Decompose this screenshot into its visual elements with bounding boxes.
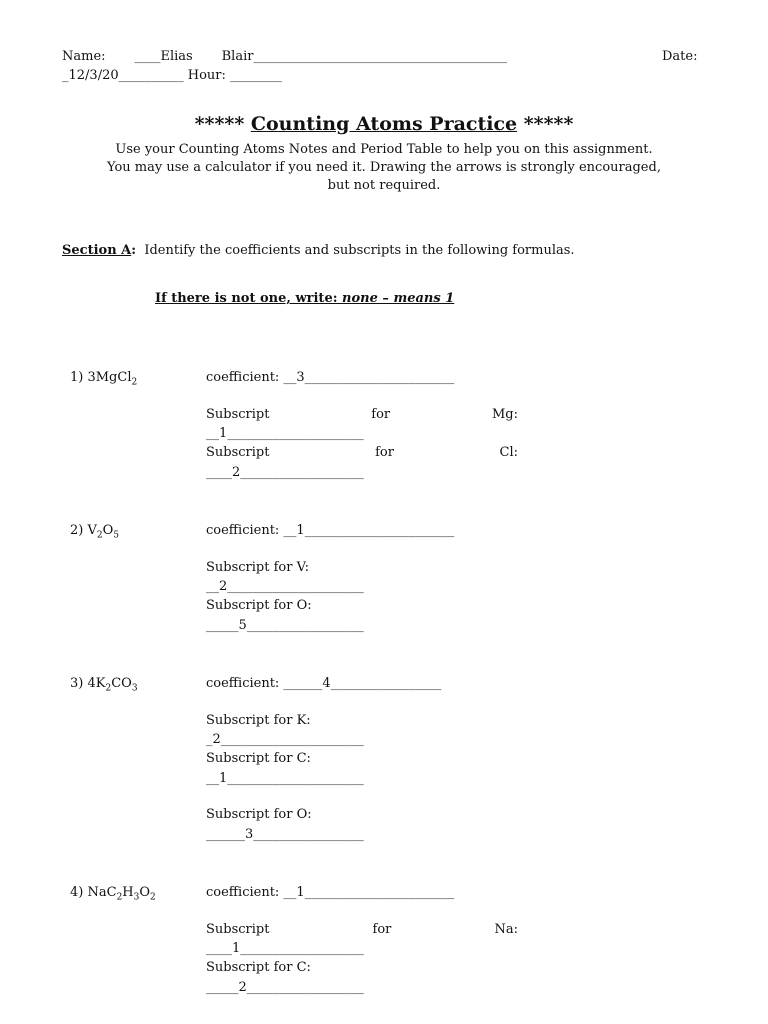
problem-2-sub2: 5 [113, 530, 120, 541]
word-for: for [371, 407, 391, 422]
intro-line-1: Use your Counting Atoms Notes and Period Table to help you on this assignment. [115, 142, 653, 157]
problem-4-sub1: 2 [116, 892, 123, 903]
section-a-heading [62, 242, 575, 260]
problem-4-formula [70, 884, 156, 907]
problem-4-mid: H [122, 885, 134, 900]
intro-line-3: but not required. [327, 178, 441, 193]
instruction-line [155, 290, 454, 308]
date-label: Date: [662, 49, 698, 64]
problem-4-number: 4) NaC [70, 885, 117, 900]
problem-3-subscript-k-label: Subscript for K: [206, 713, 311, 728]
word-element: Mg: [491, 407, 518, 422]
section-a-label: Section A [62, 243, 132, 258]
problem-2-coefficient: coefficient: __1_______________________ [206, 523, 455, 538]
problem-3-sub1: 2 [105, 683, 112, 694]
problem-2-sub1: 2 [96, 530, 103, 541]
problem-4-end: O [139, 885, 151, 900]
problem-1-formula [70, 369, 137, 392]
problem-3-sub2: 3 [131, 683, 138, 694]
problem-1-number: 1) 3MgCl [70, 370, 132, 385]
problem-2-subscript-v-label: Subscript for V: [206, 560, 310, 575]
section-a-colon: : [131, 243, 137, 258]
instruction-prefix: If there is not one, write: [155, 291, 343, 306]
word-subscript: Subscript [206, 445, 270, 460]
problem-1-sub1: 2 [131, 377, 138, 388]
problem-4-subscript-na-label [206, 921, 518, 939]
problem-1-subscript-cl-answer: ____2___________________ [206, 465, 364, 480]
word-subscript: Subscript [206, 922, 270, 937]
problem-3-subscript-o-label: Subscript for O: [206, 807, 312, 822]
word-for: for [375, 445, 394, 460]
problem-4-subscript-c-label: Subscript for C: [206, 960, 311, 975]
problem-3-subscript-c-label: Subscript for C: [206, 751, 311, 766]
problem-4-subscript-c-answer: _____2__________________ [206, 980, 364, 995]
problem-2-subscript-v-answer: __2_____________________ [206, 579, 364, 594]
title-stars-right: ***** [517, 113, 574, 135]
problem-4-subscript-na-answer: ____1___________________ [206, 941, 364, 956]
word-element: Na: [494, 922, 518, 937]
problem-2-number: 2) V [70, 523, 97, 538]
problem-2-subscript-o-label: Subscript for O: [206, 598, 312, 613]
problem-3-mid: CO [111, 676, 132, 691]
problem-4-coefficient: coefficient: __1_______________________ [206, 885, 455, 900]
instruction-emphasis: none – means 1 [342, 291, 455, 306]
problem-3-number: 3) 4K [70, 676, 106, 691]
date-hour-line: _12/3/20__________ Hour: ________ [62, 68, 283, 83]
problem-3-subscript-c-answer: __1_____________________ [206, 771, 364, 786]
word-subscript: Subscript [206, 407, 270, 422]
word-for: for [372, 922, 392, 937]
problem-1-subscript-mg-label [206, 406, 518, 424]
intro-line-2: You may use a calculator if you need it. Drawing the arrows is strongly encouraged, [107, 160, 661, 175]
problem-1-coefficient: coefficient: __3_______________________ [206, 370, 455, 385]
page-title [0, 112, 768, 136]
problem-3-subscript-o-answer: ______3_________________ [206, 827, 364, 842]
word-element: Cl: [499, 445, 518, 460]
name-line: Name: ____Elias Blair_______________________________________ [62, 49, 507, 64]
problem-2-formula [70, 522, 119, 545]
problem-2-mid: O [102, 523, 114, 538]
problem-3-formula [70, 675, 138, 698]
problem-4-sub2: 3 [133, 892, 140, 903]
problem-1-subscript-mg-answer: __1_____________________ [206, 426, 364, 441]
problem-2-subscript-o-answer: _____5__________________ [206, 618, 364, 633]
problem-1-subscript-cl-label [206, 444, 518, 462]
section-a-text: Identify the coefficients and subscripts in the following formulas. [136, 243, 575, 258]
title-main: Counting Atoms Practice [250, 113, 518, 135]
problem-3-subscript-k-answer: _2______________________ [206, 732, 364, 747]
problem-4-sub3: 2 [150, 892, 156, 903]
problem-3-coefficient: coefficient: ______4_________________ [206, 676, 442, 691]
title-stars-left: ***** [194, 113, 251, 135]
